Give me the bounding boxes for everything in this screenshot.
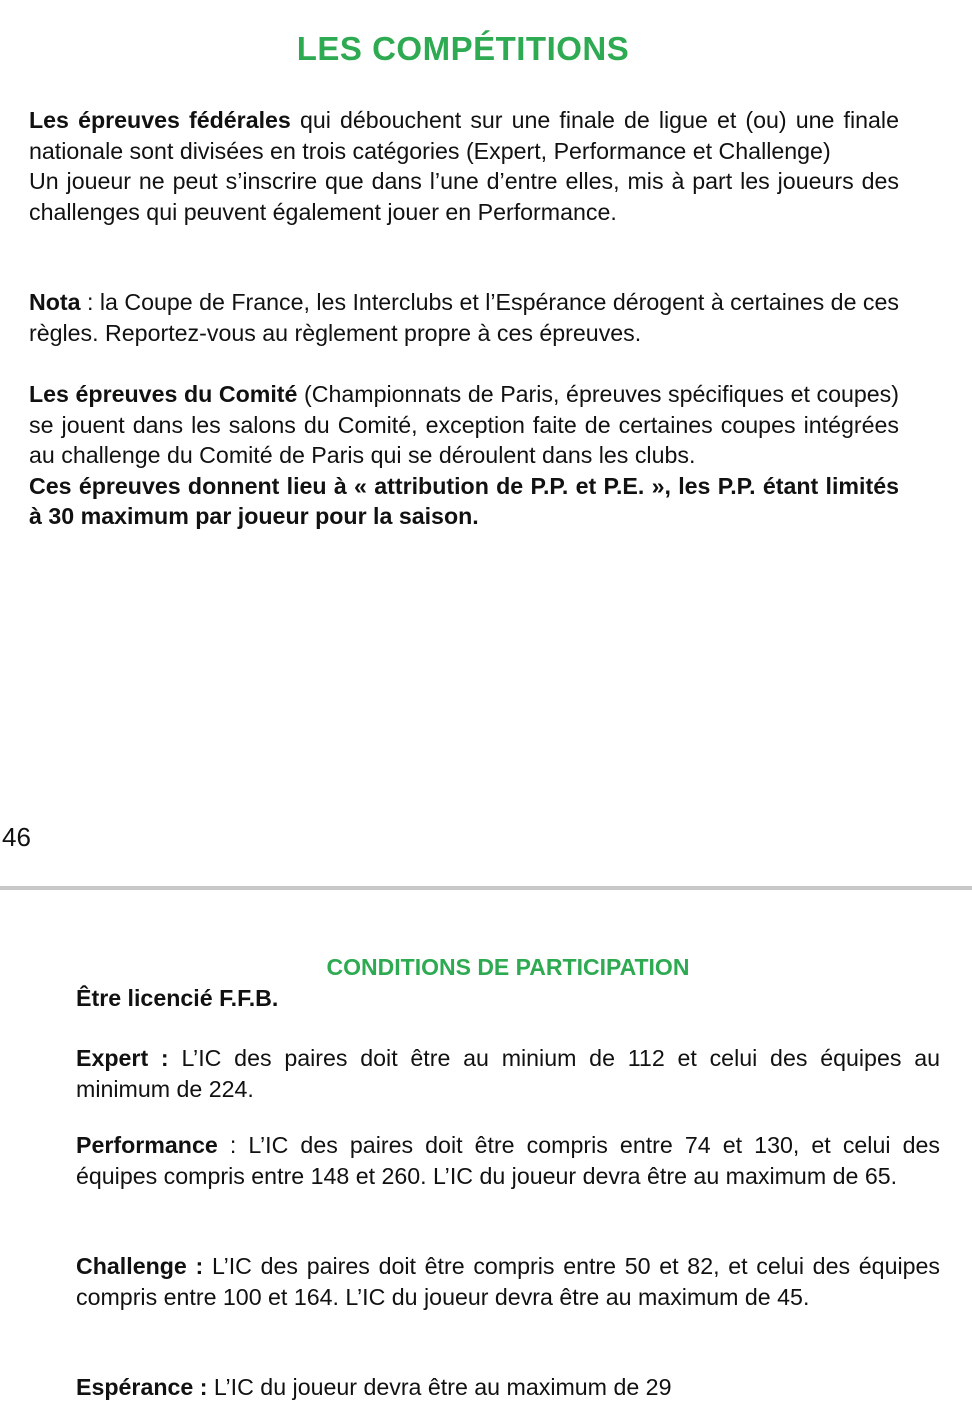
page-bottom [0,890,972,1422]
challenge-text: L’IC des paires doit être compris entre 50 et 82, et celui des équipes compris entre 100 et 164. L’IC du joueur devra être au maximum de 45. [76,1253,940,1310]
licence-requirement [76,983,940,1014]
expert-condition [76,1043,940,1104]
challenge-label: Challenge : [76,1253,204,1279]
comite-text [29,379,899,471]
nota-lead: Nota [29,289,81,315]
performance-label: Performance [76,1132,218,1158]
esperance-condition [76,1372,940,1403]
comite-body: (Championnats de Paris, épreuves spécifiques et coupes) se jouent dans les salons du Comité, exception faite de certaines coupes intégrées au challenge du Comité de Paris qui se déroulent dans les clubs. [29,381,900,468]
comite-note-text: Ces épreuves donnent lieu à « attribution de P.P. et P.E. », les P.P. étant limités à 30 maximum par joueur pour la saison. [29,472,899,529]
section-subtitle: CONDITIONS DE PARTICIPATION [326,954,690,980]
esperance-label: Espérance : [76,1374,208,1400]
esperance-text: L’IC du joueur devra être au maximum de 29 [207,1374,672,1400]
nota-body: : la Coupe de France, les Interclubs et l’Espérance dérogent à certaines de ces règles. Reportez-vous au règlement propre à ces épreuves. [29,289,900,346]
comite-bold-note [29,471,899,532]
licence-text: Être licencié F.F.B. [76,985,279,1011]
challenge-condition [76,1251,940,1312]
federal-body: qui débouchent sur une finale de ligue et (ou) une finale nationale sont divisées en trois catégories (Expert, Performance et Challenge) [29,107,899,164]
federal-lead: Les épreuves fédérales [29,107,291,133]
expert-text: L’IC des paires doit être au minium de 112 et celui des équipes au minimum de 224. [76,1045,940,1102]
comite-paragraph [29,379,899,532]
performance-condition [76,1130,940,1191]
page-number: 46 [2,822,31,852]
page-title: LES COMPÉTITIONS [296,30,630,67]
comite-lead: Les épreuves du Comité [29,381,298,407]
nota-paragraph [29,287,899,348]
federal-line2: Un joueur ne peut s’inscrire que dans l’une d’entre elles, mis à part les joueurs des challenges qui peuvent également jouer en Performance. [29,168,899,225]
federal-paragraph [29,105,899,227]
performance-text: : L’IC des paires doit être compris entre 74 et 130, et celui des équipes compris entre 148 et 260. L’IC du joueur devra être au maximum de 65. [76,1132,940,1189]
nota-text [29,287,899,348]
federal-text [29,105,899,166]
expert-label: Expert : [76,1045,169,1071]
